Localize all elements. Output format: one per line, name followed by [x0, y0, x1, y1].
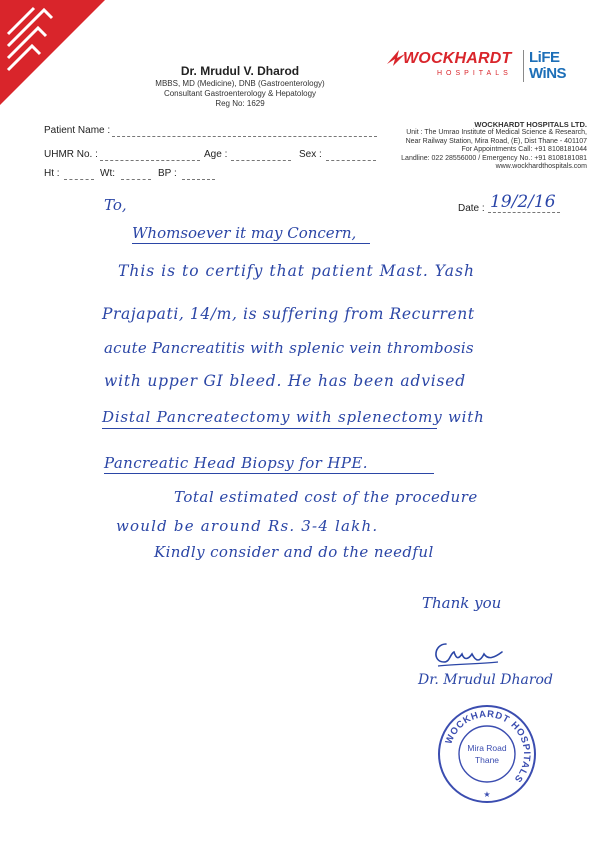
letter-line: Kindly consider and do the needful — [154, 543, 434, 561]
patient-name-label: Patient Name : — [44, 125, 111, 136]
stamp-line1: Mira Road — [467, 743, 507, 753]
sex-field[interactable] — [326, 160, 376, 161]
letter-line: Total estimated cost of the procedure — [174, 488, 478, 506]
logo-sub: HOSPITALS — [437, 70, 512, 77]
age-field[interactable] — [231, 160, 291, 161]
logo-divider — [523, 50, 524, 82]
bp-label: BP : — [158, 168, 177, 179]
letter-salutation: Whomsoever it may Concern, — [132, 224, 357, 242]
ht-label: Ht : — [44, 168, 60, 179]
patient-name-field[interactable] — [112, 136, 377, 137]
doctor-degrees: MBBS, MD (Medicine), DNB (Gastroenterology) — [155, 79, 325, 88]
ht-field[interactable] — [64, 179, 94, 180]
hospital-line: Near Railway Station, Mira Road, (E), Dist Thane - 401107 — [405, 137, 587, 145]
letter-line: acute Pancreatitis with splenic vein thrombosis — [104, 339, 474, 357]
stamp-seal — [436, 703, 538, 805]
closing-text: Thank you — [422, 594, 502, 612]
wt-field[interactable] — [121, 179, 151, 180]
stamp-line2: Thane — [474, 755, 500, 765]
uhmr-label: UHMR No. : — [44, 149, 98, 160]
letter-line: This is to certify that patient Mast. Yash — [118, 262, 475, 280]
doctor-title: Consultant Gastroenterology & Hepatology — [163, 89, 317, 98]
hospital-line: Unit : The Umrao Institute of Medical Science & Research, — [406, 129, 587, 137]
hospital-line: www.wockhardthospitals.com — [495, 163, 587, 171]
sex-label: Sex : — [299, 149, 322, 160]
salutation-underline — [132, 243, 370, 244]
svg-text:★: ★ — [483, 790, 491, 799]
letter-line: Prajapati, 14/m, is suffering from Recurrent — [102, 305, 475, 323]
letter-line: would be around Rs. 3-4 lakh. — [116, 517, 379, 535]
hospital-line: For Appointments Call: +91 8108181044 — [461, 146, 587, 154]
procedure-underline — [102, 428, 437, 429]
signature-name: Dr. Mrudul Dharod — [418, 672, 553, 688]
hospital-name: WOCKHARDT HOSPITALS LTD. — [474, 120, 587, 129]
wt-label: Wt: — [100, 168, 115, 179]
corner-chevron-graphic — [0, 0, 110, 110]
signature-scribble — [428, 636, 508, 670]
doctor-name: Dr. Mrudul V. Dharod — [180, 64, 300, 78]
age-label: Age : — [204, 149, 228, 160]
wockhardt-logo — [385, 40, 585, 90]
letter-line: Pancreatic Head Biopsy for HPE. — [104, 454, 368, 472]
hospital-line: Landline: 022 28556000 / Emergency No.: +91 8108181081 — [401, 154, 587, 162]
date-label: Date : — [458, 203, 485, 214]
uhmr-field[interactable] — [100, 160, 200, 161]
hospital-info — [347, 120, 587, 172]
letter-line: with upper GI bleed. He has been advised — [104, 372, 466, 390]
logo-wins: WiNS — [529, 65, 567, 82]
letter-line: Distal Pancreatectomy with splenectomy with — [102, 408, 485, 426]
bp-field[interactable] — [182, 179, 215, 180]
logo-brand: WOCKHARDT — [403, 50, 512, 67]
doctor-header — [120, 64, 360, 109]
hospital-stamp — [436, 703, 538, 805]
stamp-ring-text: WOCKHARDT HOSPITALS — [443, 708, 533, 785]
logo-life: LiFE — [529, 49, 560, 66]
date-rule — [488, 212, 560, 213]
doctor-reg: Reg No: 1629 — [215, 99, 265, 108]
date-value: 19/2/16 — [490, 192, 556, 212]
biopsy-underline — [104, 473, 434, 474]
letter-to: To, — [104, 196, 127, 214]
